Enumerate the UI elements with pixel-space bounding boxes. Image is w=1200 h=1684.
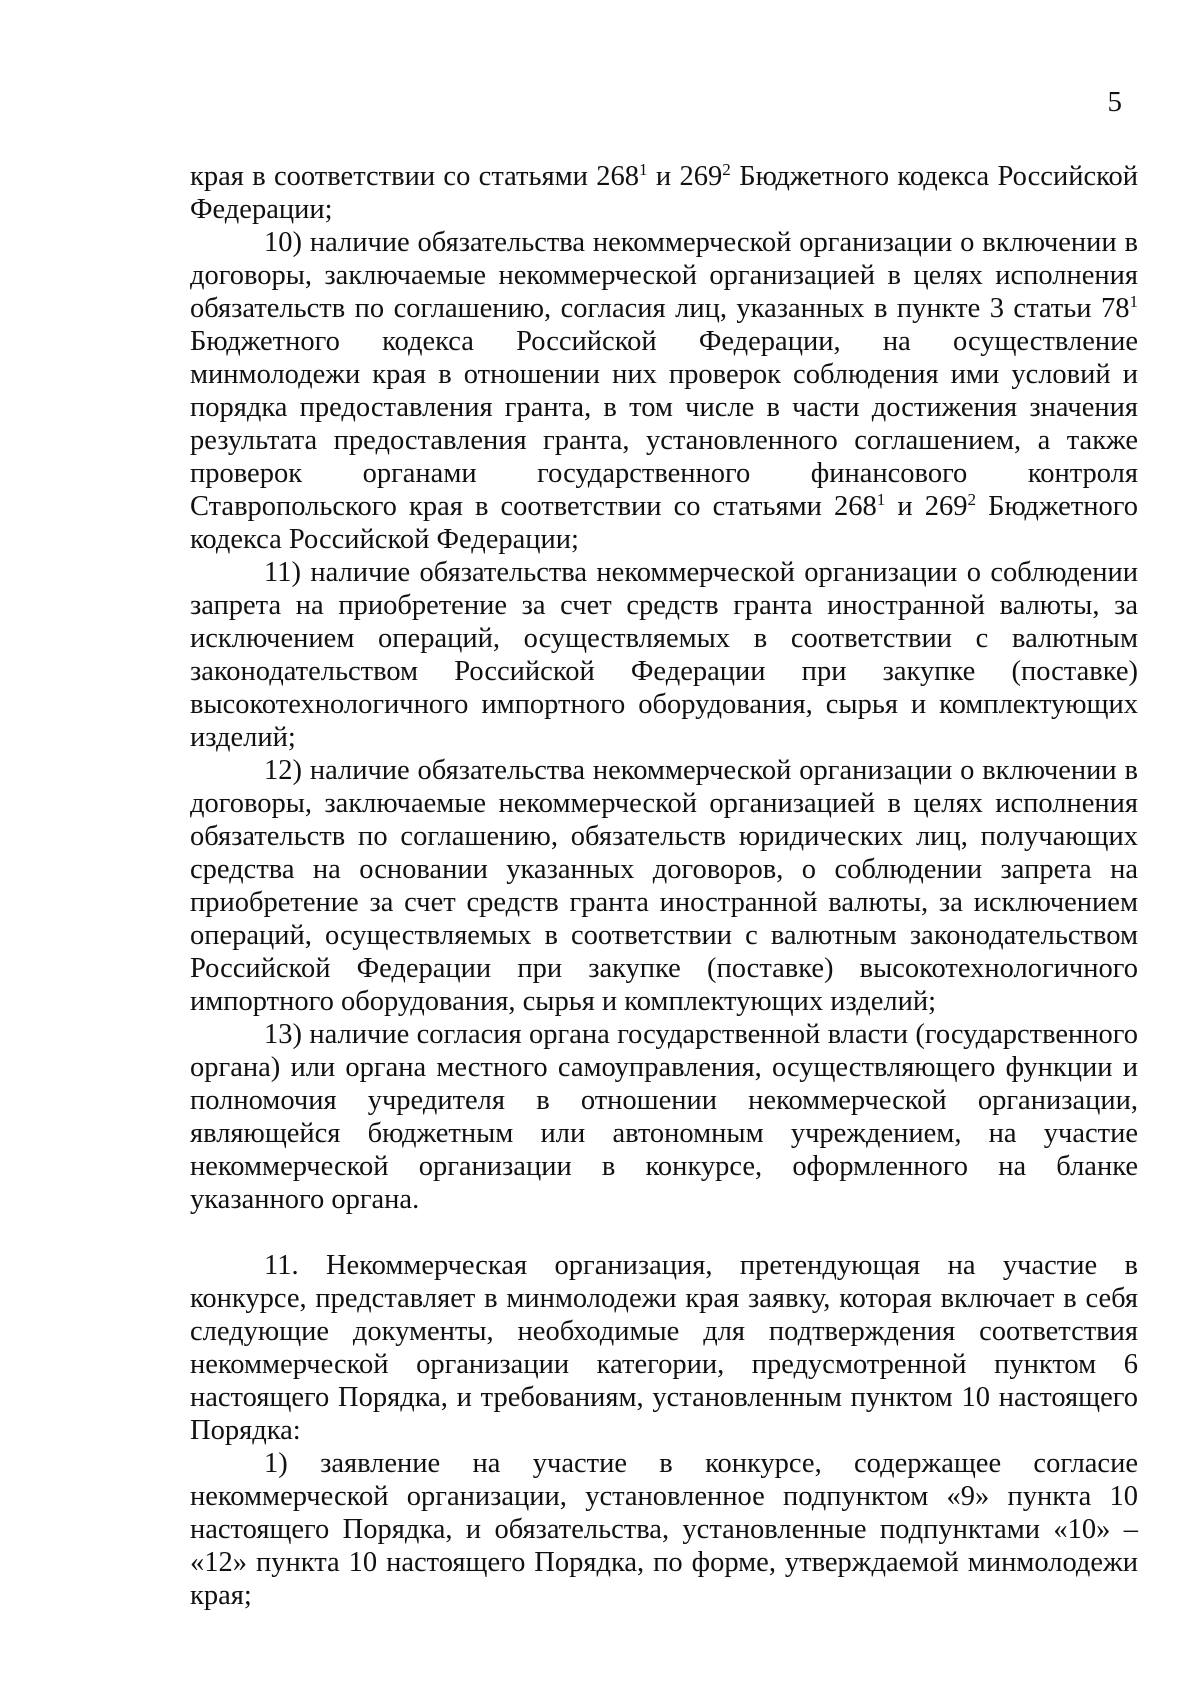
text-run: 12) наличие обязательства некоммерческой организации о включении в договоры, заключаемые некоммерческой организацией в целях исполнения обязательств по соглашению, обязательств юридических лиц, получающих средства на основании указанных договоров, о соблюдении запрета на приобретение за счет средств гранта иностранной валюты, за исключением операций, осуществляемых в соответствии с валютным законодательством Российской Федерации при закупке (поставке) высокотехнологичного импортного оборудования, сырья и комплектующих изделий; — [190, 755, 1138, 1017]
paragraph — [190, 1447, 1138, 1612]
text-run: Бюджетного кодекса Российской Федерации; — [190, 161, 1138, 225]
text-run: края в соответствии со статьями 268 — [190, 161, 640, 192]
paragraph — [190, 1018, 1138, 1216]
text-run: 11. Некоммерческая организация, претендующая на участие в конкурсе, представляет в минмолодежи края заявку, которая включает в себя следующие документы, необходимые для подтверждения соответствия некоммерческой организации категории, предусмотренной пунктом 6 настоящего Порядка, и требованиям, установленным пунктом 10 настоящего Порядка: — [190, 1250, 1138, 1446]
paragraph — [190, 226, 1138, 556]
superscript: 1 — [639, 159, 648, 179]
superscript: 2 — [722, 159, 731, 179]
page-number: 5 — [1107, 86, 1122, 118]
text-run: 13) наличие согласия органа государственной власти (государственного органа) или органа местного самоуправления, осуществляющего функции и полномочия учредителя в отношении некоммерческой организации, являющейся бюджетным или автономным учреждением, на участие некоммерческой организации в конкурсе, оформленного на бланке указанного органа. — [190, 1019, 1138, 1215]
text-run: Бюджетного кодекса Российской Федерации, на осуществление минмолодежи края в отношении них проверок соблюдения ими условий и порядка предоставления гранта, в том числе в части достижения значения результата предоставления гранта, установленного соглашением, а также проверок органами государственного финансового контроля Ставропольского края в соответствии со статьями 268 — [190, 326, 1138, 522]
text-run: и 269 — [647, 161, 723, 192]
paragraph — [190, 556, 1138, 754]
text-run: 11) наличие обязательства некоммерческой организации о соблюдении запрета на приобретение за счет средств гранта иностранной валюты, за исключением операций, осуществляемых в соответствии с валютным законодательством Российской Федерации при закупке (поставке) высокотехнологичного импортного оборудования, сырья и комплектующих изделий; — [190, 557, 1138, 753]
text-run: Бюджетного кодекса Российской Федерации; — [190, 491, 1138, 555]
superscript: 1 — [1129, 291, 1138, 311]
paragraph — [190, 160, 1138, 226]
paragraph — [190, 1249, 1138, 1447]
superscript: 2 — [967, 489, 977, 509]
superscript: 1 — [876, 489, 886, 509]
text-run: 1) заявление на участие в конкурсе, содержащее согласие некоммерческой организации, установленное подпунктом «9» пункта 10 настоящего Порядка, и обязательства, установленные подпунктами «10» – «12» пункта 10 настоящего Порядка, по форме, утверждаемой минмолодежи края; — [190, 1448, 1138, 1611]
text-run: 10) наличие обязательства некоммерческой организации о включении в договоры, заключаемые некоммерческой организацией в целях исполнения обязательств по соглашению, согласия лиц, указанных в пункте 3 статьи 78 — [190, 227, 1138, 324]
document-body — [190, 160, 1138, 1612]
paragraph — [190, 754, 1138, 1018]
text-run: и 269 — [885, 491, 968, 522]
